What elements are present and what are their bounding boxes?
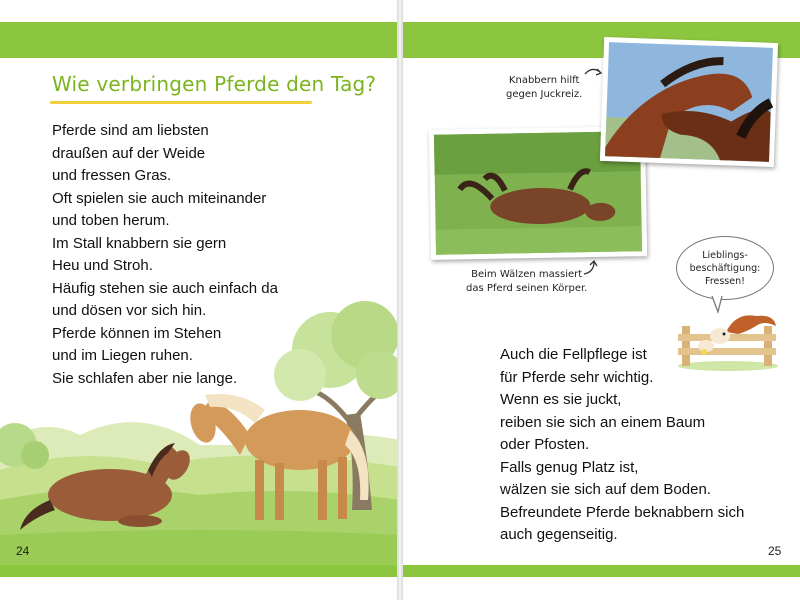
bubble-line: Lieblings- <box>702 249 748 261</box>
book-spine <box>397 0 403 600</box>
top-green-band <box>0 22 400 58</box>
caption-line: Knabbern hilft <box>508 75 580 86</box>
text-line: Pferde sind am liebsten <box>52 122 209 139</box>
text-line: Pferde können im Stehen <box>52 324 222 342</box>
text-line: für Pferde sehr wichtig. <box>500 368 654 386</box>
caption-line: das Pferd seinen Körper. <box>466 283 588 294</box>
text-line: Auch die Fellpflege ist <box>500 346 647 363</box>
caption-arrow-icon <box>580 258 602 278</box>
text-line: und toben herum. <box>52 212 170 229</box>
title-underline <box>50 101 312 104</box>
speech-bubble <box>676 236 774 300</box>
text-line: oder Pfosten. <box>500 436 590 453</box>
text-line: und im Liegen ruhen. <box>52 347 193 364</box>
text-line: Im Stall knabbern sie gern <box>52 234 227 252</box>
bubble-line: Fressen! <box>705 275 745 287</box>
page-number-left: 24 <box>16 544 30 558</box>
text-line: Heu und Stroh. <box>52 257 153 274</box>
page-title: Wie verbringen Pferde den Tag? <box>52 72 377 96</box>
text-line: auch gegenseitig. <box>500 526 618 543</box>
text-line: und dösen vor sich hin. <box>52 302 207 319</box>
caption-nibbling <box>506 74 582 102</box>
text-line: Befreundete Pferde beknabbern sich <box>500 503 745 521</box>
text-line: Oft spielen sie auch miteinander <box>52 189 267 207</box>
text-line: reiben sie sich an einem Baum <box>500 413 706 431</box>
caption-line: Beim Wälzen massiert <box>471 269 583 280</box>
pony-meadow-illustration <box>0 295 400 565</box>
text-line: wälzen sie sich auf dem Boden. <box>500 481 711 498</box>
page-number-right: 25 <box>768 544 782 558</box>
text-line: und fressen Gras. <box>52 167 172 184</box>
caption-arrow-icon <box>582 66 606 84</box>
text-line: Sie schlafen aber nie lange. <box>52 369 238 387</box>
text-line: Falls genug Platz ist, <box>500 458 639 476</box>
text-line: Häufig stehen sie auch einfach da <box>52 279 278 297</box>
bottom-green-band <box>400 565 800 577</box>
text-line: Wenn es sie juckt, <box>500 391 622 408</box>
bubble-line: beschäftigung: <box>689 262 761 274</box>
bottom-green-band <box>0 565 400 577</box>
right-body-text <box>500 344 744 547</box>
text-line: draußen auf der Weide <box>52 144 206 162</box>
caption-line: gegen Juckreiz. <box>506 89 583 100</box>
caption-rolling <box>466 268 587 296</box>
horses-nibbling-image <box>600 37 778 167</box>
horses-nibbling-photo <box>600 37 778 167</box>
